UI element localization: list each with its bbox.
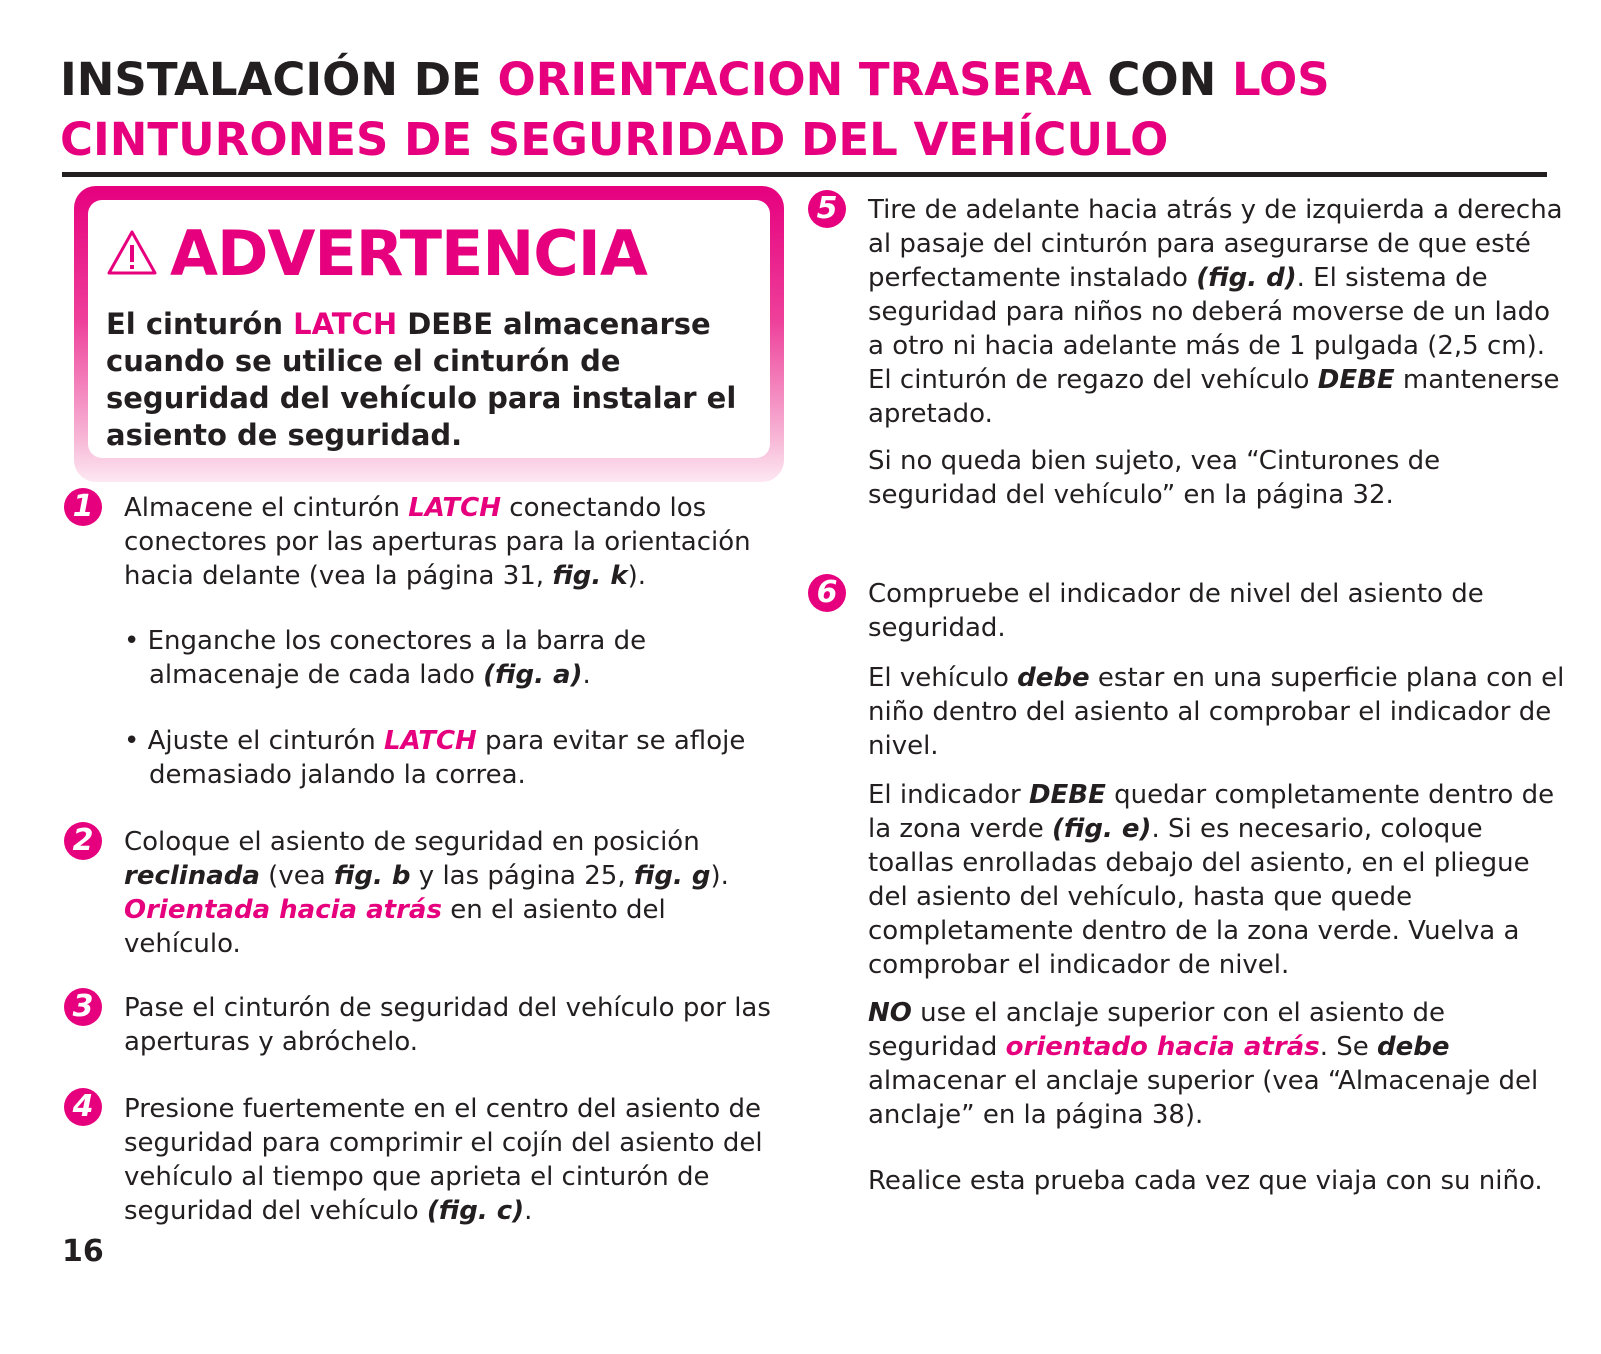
step-5-number: 5	[808, 190, 846, 228]
title-part2: ORIENTACION TRASERA	[497, 53, 1092, 106]
step-2-text-b: (vea	[259, 861, 334, 891]
title-part3: CON	[1091, 53, 1232, 106]
warning-text-b: DEBE almacenarse cuando se utilice el cinturón de seguridad del vehículo para instalar el asiento de seguridad.	[106, 307, 737, 452]
step-4-text-b: .	[524, 1196, 533, 1226]
step-5-fig: (fig. d)	[1196, 263, 1297, 293]
title-divider	[62, 172, 1547, 177]
step-2-text	[124, 825, 784, 961]
step-2-text-e: en el asiento del vehículo.	[124, 895, 666, 959]
step-2-orientation: Orientada hacia atrás	[124, 895, 442, 925]
step-1-fig: fig. k	[552, 561, 628, 591]
step-6-paragraph-5: Realice esta prueba cada vez que viaja con su niño.	[868, 1166, 1543, 1196]
step-4-number: 4	[64, 1088, 102, 1126]
warning-heading	[106, 218, 647, 288]
step-3-number: 3	[64, 988, 102, 1026]
step-6-text: Compruebe el indicador de nivel del asiento de seguridad.	[868, 579, 1484, 643]
step-6-p3-c: . Si es necesario, coloque toallas enrolladas debajo del asiento, en el pliegue del asiento del vehículo, hasta que quede completamente dentro de la zona verde. Vuelva a comprobar el indicador de nivel.	[868, 814, 1530, 980]
step-6-p4-c: almacenar el anclaje superior (vea “Almacenaje del anclaje” en la página 38).	[868, 1066, 1539, 1130]
step-6-p4-no: NO	[868, 998, 912, 1028]
step-4-text-a: Presione fuertemente en el centro del asiento de seguridad para comprimir el cojín del asiento del vehículo al tiempo que aprieta el cinturón de seguridad del vehículo	[124, 1094, 763, 1226]
title-part1: INSTALACIÓN DE	[60, 53, 498, 106]
step-5-text-a: Tire de adelante hacia atrás y de izquierda a derecha al pasaje del cinturón para asegurarse de que esté perfectamente instalado	[868, 195, 1563, 293]
warning-text	[106, 306, 756, 454]
step-6-p4-a: use el anclaje superior con el asiento de seguridad	[868, 998, 1446, 1062]
bullet-2-text-b: para evitar se afloje demasiado jalando la correa.	[149, 726, 746, 790]
step-1-text-a: Almacene el cinturón	[124, 493, 409, 523]
step-5-debe: DEBE	[1317, 365, 1395, 395]
warning-inner	[88, 200, 770, 458]
step-2-fig-g: fig. g	[633, 861, 711, 891]
step-5-text-c: mantenerse apretado.	[868, 365, 1560, 429]
warning-text-latch: LATCH	[293, 307, 398, 341]
step-5-note: Si no queda bien sujeto, vea “Cinturones de seguridad del vehículo” en la página 32.	[868, 446, 1441, 510]
bullet-2-latch: LATCH	[384, 726, 477, 756]
step-1-text	[124, 491, 784, 593]
step-1-bullet-2	[124, 724, 789, 792]
step-4-text	[124, 1092, 784, 1228]
step-6-p4-b: . Se	[1319, 1032, 1377, 1062]
step-1-number: 1	[64, 488, 102, 526]
warning-text-a: El cinturón	[106, 307, 294, 341]
step-6-p2-a: El vehículo	[868, 663, 1018, 693]
step-2-text-c: y las página 25,	[410, 861, 634, 891]
step-1-latch: LATCH	[408, 493, 502, 523]
step-2-number: 2	[64, 822, 102, 860]
step-3-text: Pase el cinturón de seguridad del vehículo por las aperturas y abróchelo.	[124, 993, 771, 1057]
step-6-p3-a: El indicador	[868, 780, 1029, 810]
step-6-p4-debe: debe	[1376, 1032, 1450, 1062]
warning-triangle-icon	[106, 227, 158, 279]
bullet-1-text-b: .	[582, 660, 591, 690]
step-6-paragraph-4	[868, 996, 1568, 1132]
step-6-p4-orientation: orientado hacia atrás	[1005, 1032, 1320, 1062]
page-title	[60, 50, 1560, 170]
step-6-p2-debe: debe	[1017, 663, 1090, 693]
warning-box	[74, 186, 784, 482]
step-2-fig-b: fig. b	[333, 861, 411, 891]
step-5-text	[868, 193, 1568, 431]
warning-title: ADVERTENCIA	[170, 216, 647, 290]
step-6-number: 6	[808, 574, 846, 612]
step-6-p3-b: quedar completamente dentro de la zona verde	[868, 780, 1555, 844]
step-6-p3-fig: (fig. e)	[1052, 814, 1152, 844]
step-5-text-b: . El sistema de seguridad para niños no deberá moverse de un lado a otro ni hacia adelante más de 1 pulgada (2,5 cm). El cinturón de regazo del vehículo	[868, 263, 1551, 395]
step-2-text-d: ).	[710, 861, 729, 891]
step-1-text-b: conectando los conectores por las aperturas para la orientación hacia delante (vea la página 31,	[124, 493, 751, 591]
step-1-bullet-1	[124, 624, 789, 692]
step-6-paragraph-3	[868, 778, 1568, 982]
step-1-text-c: ).	[627, 561, 647, 591]
bullet-1-text-a: • Enganche los conectores a la barra de almacenaje de cada lado	[124, 626, 647, 690]
page-number: 16	[62, 1234, 104, 1269]
bullet-1-fig: (fig. a)	[483, 660, 583, 690]
step-6-p3-debe: DEBE	[1028, 780, 1106, 810]
step-2-reclinada: reclinada	[124, 861, 260, 891]
bullet-2-text-a: • Ajuste el cinturón	[124, 726, 385, 756]
step-6-paragraph-2	[868, 661, 1568, 763]
step-2-text-a: Coloque el asiento de seguridad en posición	[124, 827, 700, 857]
title-part4: LOS CINTURONES DE SEGURIDAD DEL VEHÍCULO	[60, 53, 1330, 166]
step-4-fig: (fig. c)	[426, 1196, 525, 1226]
step-6-p2-b: estar en una superficie plana con el niño dentro del asiento al comprobar el indicador de nivel.	[868, 663, 1565, 761]
